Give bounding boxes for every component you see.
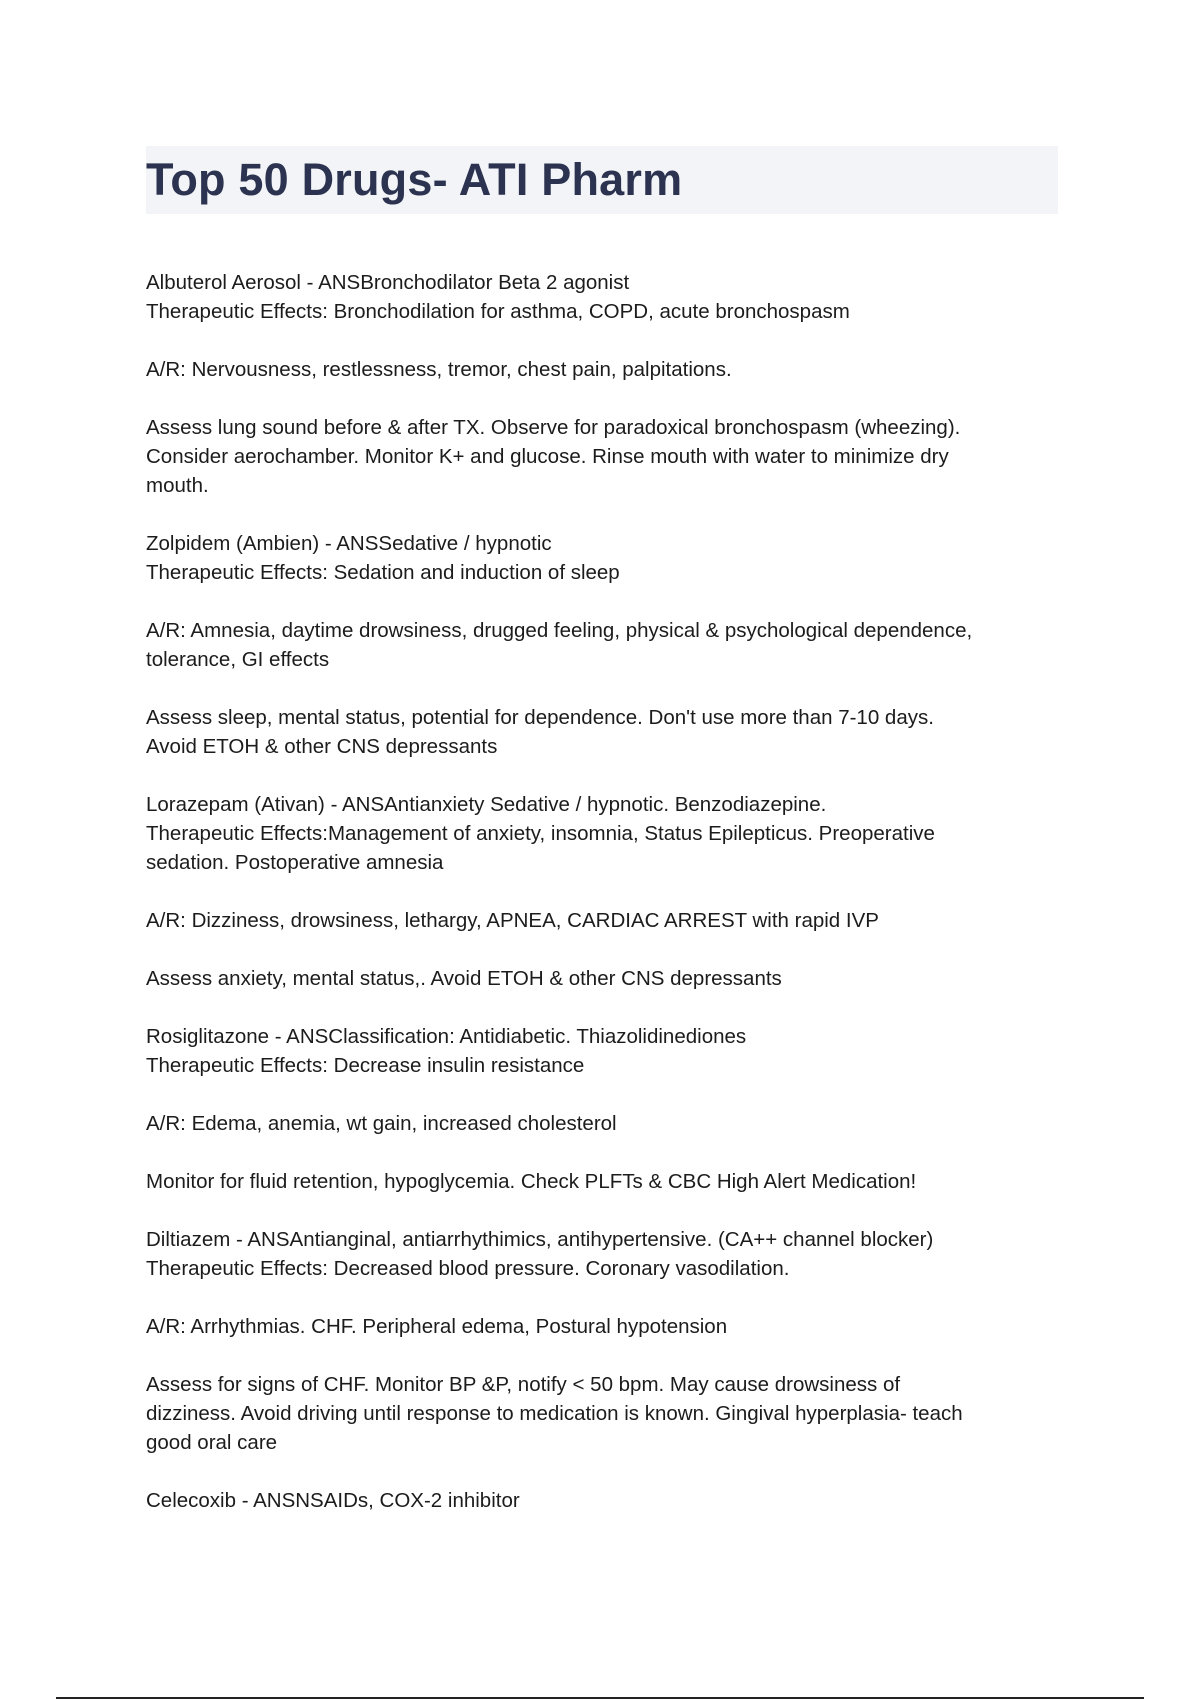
text-line: Assess lung sound before & after TX. Observe for paradoxical bronchospasm (wheezing). <box>146 416 961 439</box>
document-title: Top 50 Drugs- ATI Pharm <box>146 154 683 205</box>
text-line: A/R: Edema, anemia, wt gain, increased cholesterol <box>146 1112 617 1135</box>
text-line: Assess for signs of CHF. Monitor BP &P, notify < 50 bpm. May cause drowsiness of <box>146 1373 901 1396</box>
text-line: A/R: Dizziness, drowsiness, lethargy, APNEA, CARDIAC ARREST with rapid IVP <box>146 909 879 932</box>
paragraph <box>146 268 1046 326</box>
paragraph <box>146 529 1046 587</box>
text-line: Lorazepam (Ativan) - ANSAntianxiety Sedative / hypnotic. Benzodiazepine. <box>146 793 827 816</box>
paragraph <box>146 1022 1046 1080</box>
text-line: Consider aerochamber. Monitor K+ and glucose. Rinse mouth with water to minimize dry <box>146 445 949 468</box>
text-line: A/R: Arrhythmias. CHF. Peripheral edema, Postural hypotension <box>146 1315 728 1338</box>
paragraph <box>146 1486 1046 1515</box>
text-line: Rosiglitazone - ANSClassification: Antidiabetic. Thiazolidinediones <box>146 1025 747 1048</box>
text-line: mouth. <box>146 474 209 497</box>
text-line: Therapeutic Effects: Bronchodilation for asthma, COPD, acute bronchospasm <box>146 300 850 323</box>
paragraph <box>146 355 1046 384</box>
text-line: good oral care <box>146 1431 278 1454</box>
text-line: Celecoxib - ANSNSAIDs, COX-2 inhibitor <box>146 1489 520 1512</box>
text-line: Therapeutic Effects:Management of anxiety, insomnia, Status Epilepticus. Preoperative <box>146 822 935 845</box>
document-body <box>146 268 1046 1544</box>
text-line: A/R: Nervousness, restlessness, tremor, chest pain, palpitations. <box>146 358 732 381</box>
text-line: A/R: Amnesia, daytime drowsiness, drugged feeling, physical & psychological dependence, <box>146 619 973 642</box>
paragraph <box>146 1109 1046 1138</box>
paragraph <box>146 1312 1046 1341</box>
paragraph <box>146 413 1046 500</box>
text-line: sedation. Postoperative amnesia <box>146 851 444 874</box>
text-line: Assess sleep, mental status, potential for dependence. Don't use more than 7-10 days. <box>146 706 934 729</box>
text-line: Monitor for fluid retention, hypoglycemia. Check PLFTs & CBC High Alert Medication! <box>146 1170 917 1193</box>
text-line: Zolpidem (Ambien) - ANSSedative / hypnotic <box>146 532 552 555</box>
paragraph <box>146 790 1046 877</box>
paragraph <box>146 1370 1046 1457</box>
paragraph <box>146 1225 1046 1283</box>
paragraph <box>146 703 1046 761</box>
paragraph <box>146 964 1046 993</box>
text-line: Avoid ETOH & other CNS depressants <box>146 735 498 758</box>
paragraph <box>146 616 1046 674</box>
text-line: Assess anxiety, mental status,. Avoid ETOH & other CNS depressants <box>146 967 782 990</box>
text-line: Therapeutic Effects: Decrease insulin resistance <box>146 1054 585 1077</box>
text-line: Albuterol Aerosol - ANSBronchodilator Beta 2 agonist <box>146 271 630 294</box>
page-divider <box>56 1697 1144 1699</box>
text-line: tolerance, GI effects <box>146 648 330 671</box>
paragraph <box>146 906 1046 935</box>
text-line: dizziness. Avoid driving until response to medication is known. Gingival hyperplasia- teach <box>146 1402 963 1425</box>
paragraph <box>146 1167 1046 1196</box>
text-line: Therapeutic Effects: Sedation and induction of sleep <box>146 561 620 584</box>
text-line: Therapeutic Effects: Decreased blood pressure. Coronary vasodilation. <box>146 1257 790 1280</box>
text-line: Diltiazem - ANSAntianginal, antiarrhythimics, antihypertensive. (CA++ channel blocker) <box>146 1228 934 1251</box>
